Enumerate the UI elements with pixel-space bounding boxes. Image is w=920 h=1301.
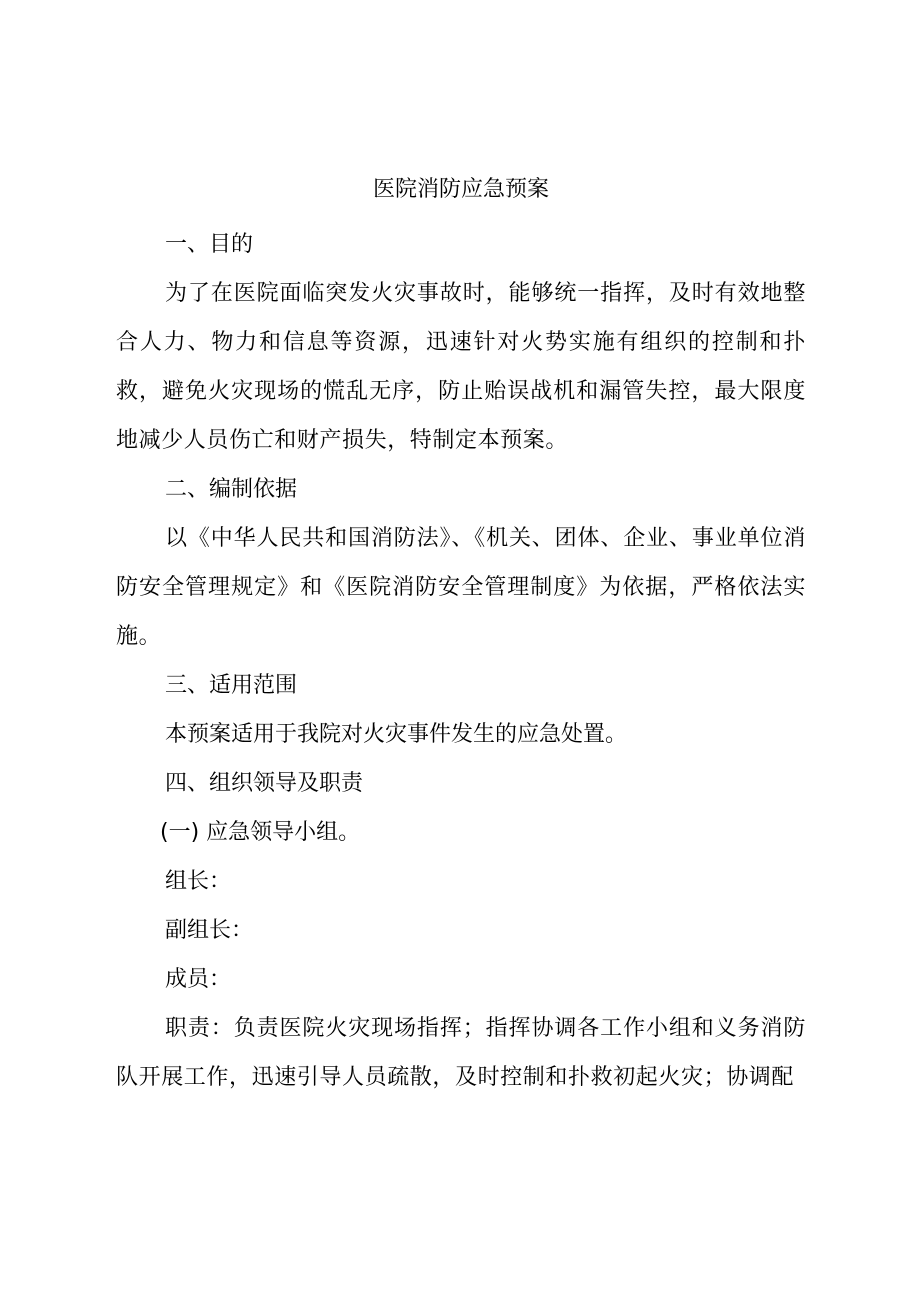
line-members: 成员：	[165, 967, 232, 992]
section-heading-basis: 二、编制依据	[165, 477, 298, 502]
line-deputy-leader: 副组长：	[165, 918, 254, 943]
section-heading-scope: 三、适用范围	[165, 673, 298, 698]
section-heading-purpose: 一、目的	[165, 232, 254, 257]
paragraph-basis: 以《中华人民共和国消防法》、《机关、团体、企业、事业单位消防安全管理规定》和《医院消防安全管理制度》为依据，严格依法实施。	[116, 526, 806, 649]
subheading-leadership-group: (一) 应急领导小组。	[160, 820, 361, 845]
section-heading-organization: 四、组织领导及职责	[165, 771, 364, 796]
paragraph-purpose: 为了在医院面临突发火灾事故时，能够统一指挥，及时有效地整合人力、物力和信息等资源，迅速针对火势实施有组织的控制和扑救，避免火灾现场的慌乱无序，防止贻误战机和漏管失控，最大限度地减少人员伤亡和财产损失，特制定本预案。	[116, 281, 806, 453]
document-title: 医院消防应急预案	[372, 177, 549, 202]
line-group-leader: 组长：	[165, 869, 232, 894]
paragraph-scope: 本预案适用于我院对火灾事件发生的应急处置。	[165, 722, 628, 747]
document-page	[116, 172, 806, 1102]
paragraph-duties: 职责：负责医院火灾现场指挥；指挥协调各工作小组和义务消防队开展工作，迅速引导人员疏散，及时控制和扑救初起火灾；协调配	[116, 1016, 806, 1090]
